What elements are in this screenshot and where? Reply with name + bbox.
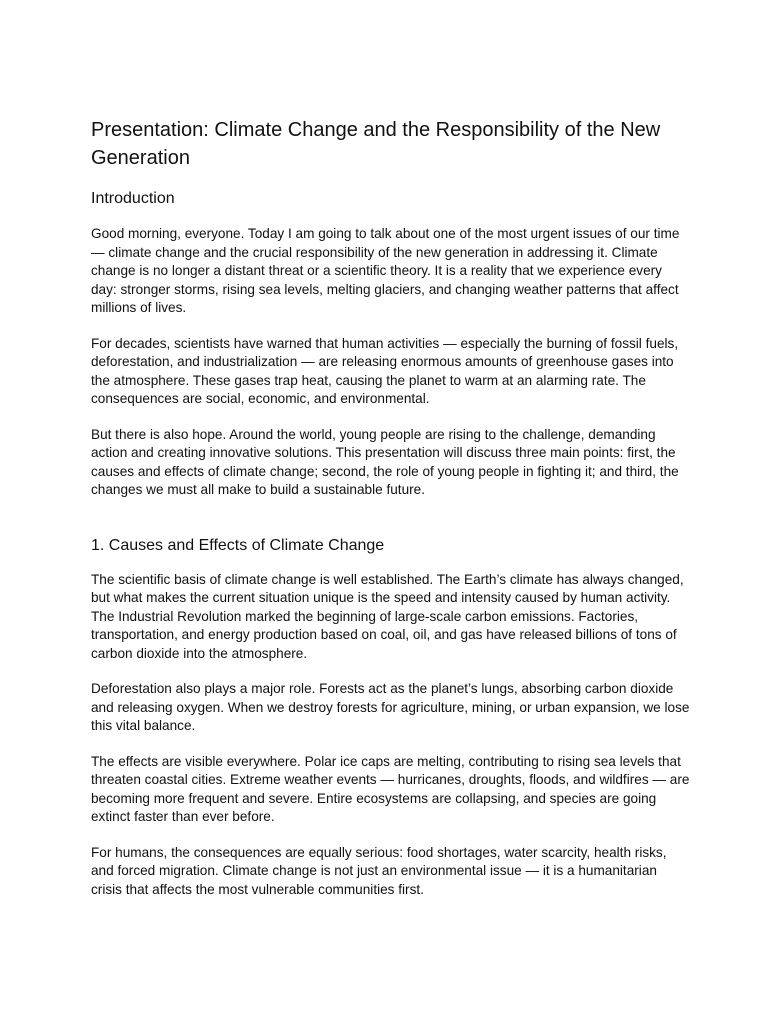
document-title: Presentation: Climate Change and the Responsibility of the New Generation xyxy=(91,119,661,169)
causes-paragraph-3: The effects are visible everywhere. Polar ice caps are melting, contributing to rising sea levels that threaten coastal cities. Extreme weather events — hurricanes, droughts, floods, and wildfires — are becoming more frequent and severe. Entire ecosystems are collapsing, and species are going extinct faster than ever before. xyxy=(91,753,690,824)
causes-paragraph-4: For humans, the consequences are equally serious: food shortages, water scarcity, health risks, and forced migration. Climate change is not just an environmental issue — it is a humanitarian crisis that affects the most vulnerable communities first. xyxy=(91,844,667,897)
intro-paragraph-3: But there is also hope. Around the world, young people are rising to the challenge, demanding action and creating innovative solutions. This presentation will discuss three main points: first, the causes and effects of climate change; second, the role of young people in fighting it; and third, the changes we must all make to build a sustainable future. xyxy=(91,426,679,497)
section-heading-causes-effects: 1. Causes and Effects of Climate Change xyxy=(91,536,385,554)
causes-paragraph-1: The scientific basis of climate change is well established. The Earth’s climate has always changed, but what makes the current situation unique is the speed and intensity caused by human activity. The Industrial Revolution marked the beginning of large-scale carbon emissions. Factories, transportation, and energy production based on coal, oil, and gas have released billions of tons of carbon dioxide into the atmosphere. xyxy=(91,571,684,661)
document-page xyxy=(91,116,691,916)
section-heading-introduction: Introduction xyxy=(91,190,175,207)
causes-paragraph-2: Deforestation also plays a major role. Forests act as the planet’s lungs, absorbing carbon dioxide and releasing oxygen. When we destroy forests for agriculture, mining, or urban expansion, we lose this vital balance. xyxy=(91,681,690,733)
intro-paragraph-1: Good morning, everyone. Today I am going to talk about one of the most urgent issues of our time — climate change and the crucial responsibility of the new generation in addressing it. Climate change is no longer a distant threat or a scientific theory. It is a reality that we experience every day: stronger storms, rising sea levels, melting glaciers, and changing weather patterns that affect millions of lives. xyxy=(91,226,680,315)
intro-paragraph-2: For decades, scientists have warned that human activities — especially the burning of fossil fuels, deforestation, and industrialization — are releasing enormous amounts of greenhouse gases into the atmosphere. These gases trap heat, causing the planet to warm at an alarming rate. The consequences are social, economic, and environmental. xyxy=(91,335,679,406)
